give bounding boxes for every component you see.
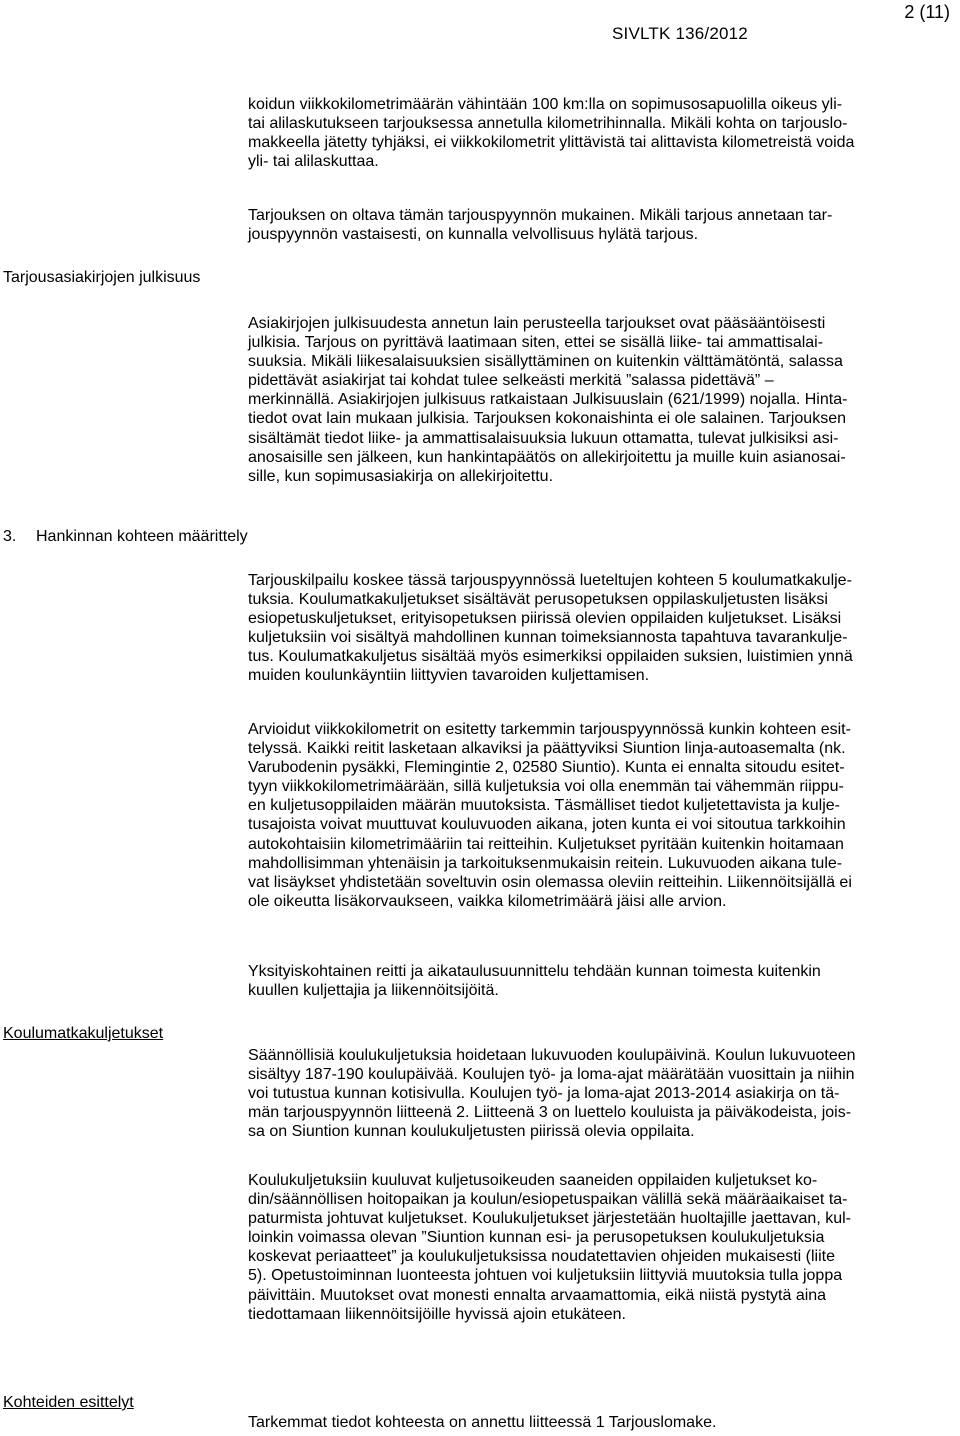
text-line: kuullen kuljettajia ja liikennöitsijöitä. bbox=[248, 982, 499, 1000]
paragraph-route-planning bbox=[248, 962, 960, 1000]
text-line: loinkin voimassa olevan ”Siuntion kunnan esi- ja perusopetuksen koulukuljetuksia bbox=[248, 1229, 825, 1247]
section-3-title: Hankinnan kohteen määrittely bbox=[36, 528, 248, 545]
text-line: ole oikeutta lisäkorvaukseen, vaikka kilometrimäärä jäisi alle arvion. bbox=[248, 892, 727, 910]
text-line: tuksia. Koulumatkakuljetukset sisältävät perusopetuksen oppilaskuljetusten lisäksi bbox=[248, 591, 828, 609]
text-line: suuksia. Mikäli liikesalaisuuksien sisällyttäminen on kuitenkin välttämätöntä, salassa bbox=[248, 353, 843, 371]
paragraph-scope bbox=[248, 571, 960, 686]
side-heading-koulumatkakuljetukset: Koulumatkakuljetukset bbox=[3, 1025, 164, 1042]
text-line: koidun viikkokilometrimäärän vähintään 100 km:lla on sopimusosapuolilla oikeus yli- bbox=[248, 96, 843, 113]
text-line: Varubodenin pysäkki, Flemingintie 2, 02580 Siuntio). Kunta ei ennalta sitoudu esitet- bbox=[248, 759, 845, 777]
paragraph-more-details bbox=[248, 1413, 960, 1432]
text-line: yli- tai alilaskuttaa. bbox=[248, 153, 379, 171]
text-line: vat lisäykset yhdistetään soveltuvin osin olemassa oleviin reitteihin. Liikennöitsijällä ei bbox=[248, 873, 852, 891]
text-line: esiopetuskuljetukset, erityisopetuksen piirissä olevien oppilaiden kuljetukset. Lisäksi bbox=[248, 610, 842, 628]
side-heading-tarjousasiakirjojen: Tarjousasiakirjojen julkisuus bbox=[3, 269, 201, 286]
text-line: sille, kun sopimusasiakirja on allekirjoitettu. bbox=[248, 467, 554, 485]
section-3-number: 3. bbox=[3, 528, 17, 545]
paragraph-publicity bbox=[248, 314, 960, 486]
document-id: SIVLTK 136/2012 bbox=[612, 24, 748, 43]
paragraph-school-days bbox=[248, 1046, 960, 1141]
text-line: Koulukuljetuksiin kuuluvat kuljetusoikeuden saaneiden oppilaiden kuljetukset ko- bbox=[248, 1172, 818, 1189]
paragraph-tender-conformity bbox=[248, 206, 960, 244]
text-line: Yksityiskohtainen reitti ja aikataulusuunnittelu tehdään kunnan toimesta kuitenkin bbox=[248, 963, 821, 980]
text-line: Asiakirjojen julkisuudesta annetun lain perusteella tarjoukset ovat pääsääntöisesti bbox=[248, 315, 826, 332]
paragraph-kilometer-billing bbox=[248, 95, 960, 171]
paragraph-school-transport-rules bbox=[248, 1171, 960, 1324]
text-line: tus. Koulumatkakuljetus sisältää myös esimerkiksi oppilaiden suksien, luistimien ynnä bbox=[248, 648, 853, 666]
text-line: kuljetuksiin voi sisältyä mahdollinen kunnan toimeksiannosta tapahtuva tavarankulje- bbox=[248, 629, 848, 647]
text-line: merkinnällä. Asiakirjojen julkisuus ratkaistaan Julkisuuslain (621/1999) nojalla. Hinta- bbox=[248, 391, 848, 409]
paragraph-weekly-kilometers bbox=[248, 720, 960, 911]
text-line: makkeella jätetty tyhjäksi, ei viikkokilometrit ylittävistä tai alittavista kilometreistä voida bbox=[248, 134, 855, 152]
text-line: män tarjouspyynnön liitteenä 2. Liitteenä 3 on luettelo kouluista ja päiväkodeista, jois- bbox=[248, 1104, 852, 1122]
text-line: sa on Siuntion kunnan koulukuljetusten piirissä olevia oppilaita. bbox=[248, 1123, 695, 1141]
text-line: telyssä. Kaikki reitit lasketaan alkaviksi ja päättyviksi Siuntion linja-autoasemalta (nk. bbox=[248, 740, 846, 758]
text-line: tai alilaskutukseen tarjouksessa annetulla kilometrihinnalla. Mikäli kohta on tarjouslo- bbox=[248, 115, 848, 133]
text-line: sisältyy 187-190 koulupäivää. Koulujen työ- ja loma-ajat määrätään vuosittain ja niihin bbox=[248, 1066, 855, 1084]
text-line: muiden koulunkäyntiin liittyvien tavaroiden kuljettamisen. bbox=[248, 667, 650, 685]
text-line: Arvioidut viikkokilometrit on esitetty tarkemmin tarjouspyynnössä kunkin kohteen esit- bbox=[248, 721, 851, 738]
text-line: Tarkemmat tiedot kohteesta on annettu liitteessä 1 Tarjouslomake. bbox=[248, 1414, 717, 1431]
text-line: päivittäin. Muutokset ovat monesti ennalta arvaamattomia, eikä niistä pystytä aina bbox=[248, 1286, 827, 1304]
text-line: tiedot ovat lain mukaan julkisia. Tarjouksen kokonaishinta ei ole salainen. Tarjouksen bbox=[248, 410, 846, 428]
text-line: en kuljetusoppilaiden määrän muutoksista. Täsmälliset tiedot kuljetettavista ja kulje- bbox=[248, 797, 841, 815]
text-line: Tarjouskilpailu koskee tässä tarjouspyynnössä lueteltujen kohteen 5 koulumatkakulje- bbox=[248, 572, 852, 589]
text-line: Tarjouksen on oltava tämän tarjouspyynnön mukainen. Mikäli tarjous annetaan tar- bbox=[248, 207, 833, 224]
text-line: autokohtaisiin kilometrimääriin tai reitteihin. Kuljetukset pyritään kuitenkin hoitamaan bbox=[248, 835, 844, 853]
text-line: Säännöllisiä koulukuljetuksia hoidetaan lukuvuoden koulupäivinä. Koulun lukuvuoteen bbox=[248, 1047, 856, 1064]
text-line: jouspyynnön vastaisesti, on kunnalla velvollisuus hylätä tarjous. bbox=[248, 226, 699, 244]
text-line: sisältämät tiedot liike- ja ammattisalaisuuksia lukuun ottamatta, tulevat julkisiksi asi- bbox=[248, 429, 839, 447]
text-line: tyyn viikkokilometrimäärään, sillä kuljetuksia voi olla enemmän tai vähemmän riippu- bbox=[248, 778, 844, 796]
text-line: voi tutustua kunnan kotisivulla. Koulujen työ- ja loma-ajat 2013-2014 asiakirja on tä- bbox=[248, 1085, 840, 1103]
text-line: julkisia. Tarjous on pyrittävä laatimaan siten, ettei se sisällä liike- tai ammattisalai- bbox=[248, 334, 824, 352]
text-line: koskevat periaatteet” ja koulukuljetuksissa noudatettavien ohjeiden mukaisesti (liite bbox=[248, 1248, 835, 1266]
page-number: 2 (11) bbox=[904, 2, 950, 22]
text-line: pidettävät asiakirjat tai kohdat tulee selkeästi merkitä ”salassa pidettävä” – bbox=[248, 372, 774, 390]
text-line: din/säännöllisen hoitopaikan ja koulun/esiopetuspaikan välillä sekä määräaikaiset ta- bbox=[248, 1191, 848, 1209]
text-line: tiedottamaan liikennöitsijöille hyvissä ajoin etukäteen. bbox=[248, 1305, 626, 1323]
text-line: anosaisille sen jälkeen, kun hankintapäätös on allekirjoitettu ja muille kuin asianosai- bbox=[248, 448, 846, 466]
text-line: tusajoista voivat muuttuvat kouluvuoden aikana, joten kunta ei voi sitoutua tarkkoihin bbox=[248, 816, 846, 834]
side-heading-kohteiden-esittelyt: Kohteiden esittelyt bbox=[3, 1394, 134, 1411]
text-line: mahdollisimman yhtenäisin ja tarkoituksenmukaisin reitein. Lukuvuoden aikana tule- bbox=[248, 854, 843, 872]
text-line: 5). Opetustoiminnan luonteesta johtuen voi kuljetuksiin liittyviä muutoksia tulla joppa bbox=[248, 1267, 843, 1285]
text-line: paturmista johtuvat kuljetukset. Koulukuljetukset järjestetään huoltajille jaettavan, kul- bbox=[248, 1210, 851, 1228]
